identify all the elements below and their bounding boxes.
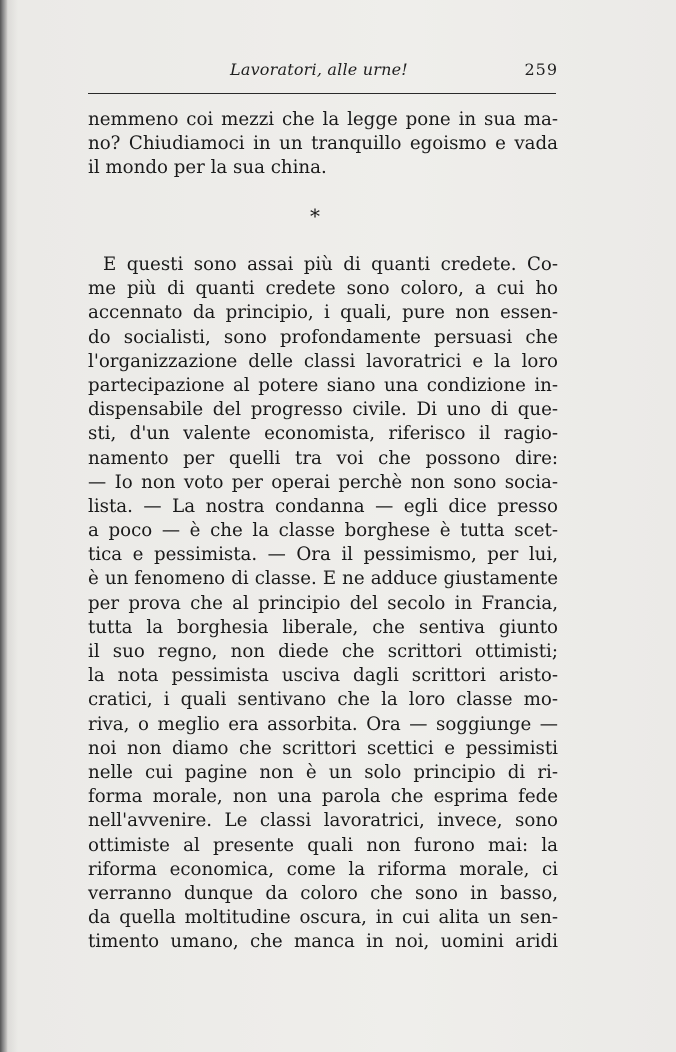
text-line: me più di quanti credete sono coloro, a cui ho	[88, 278, 558, 300]
text-line: da quella moltitudine oscura, in cui alita un sen-	[88, 907, 558, 929]
running-title: Lavoratori, alle urne!	[230, 60, 408, 79]
header-rule	[88, 93, 556, 94]
text-line: partecipazione al potere siano una condizione in-	[88, 374, 558, 396]
text-line: la nota pessimista usciva dagli scrittori aristo-	[88, 665, 558, 687]
text-line: dispensabile del progresso civile. Di uno di que-	[88, 399, 558, 421]
text-line: il suo regno, non diede che scrittori ottimisti;	[88, 641, 558, 662]
text-line: cratici, i quali sentivano che la loro classe mo-	[88, 689, 558, 711]
text-line: sti, d'un valente economista, riferisco il ragio-	[88, 423, 558, 445]
text-line: tica e pessimista. — Ora il pessimismo, per lui,	[88, 544, 558, 566]
text-line: per prova che al principio del secolo in Francia,	[88, 592, 558, 614]
text-line: nemmeno coi mezzi che la legge pone in sua ma-	[88, 109, 558, 130]
text-line: accennato da principio, i quali, pure non essen-	[88, 302, 558, 324]
text-line: è un fenomeno di classe. E ne adduce giustamente	[88, 568, 558, 590]
text-line: timento umano, che manca in noi, uomini aridi	[88, 931, 558, 953]
text-line: nell'avvenire. Le classi lavoratrici, invece, sono	[88, 810, 558, 832]
text-line: riva, o meglio era assorbita. Ora — soggiunge —	[88, 713, 558, 735]
text-line: a poco — è che la classe borghese è tutta scet-	[88, 520, 558, 542]
text-line: lista. — La nostra condanna — egli dice presso	[88, 495, 558, 517]
text-line: do socialisti, sono profondamente persuasi che	[88, 326, 558, 348]
text-line: il mondo per la sua china.	[88, 157, 327, 179]
text-line: ottimiste al presente quali non furono mai: la	[88, 834, 558, 856]
text-line: verranno dunque da coloro che sono in basso,	[88, 882, 558, 904]
text-line: nelle cui pagine non è un solo principio di ri-	[88, 761, 558, 783]
text-line: forma morale, non una parola che esprima fede	[88, 786, 558, 808]
text-line: namento per quelli tra voi che possono dire:	[88, 447, 558, 469]
text-line: no? Chiudiamoci in un tranquillo egoismo e vada	[88, 133, 558, 155]
running-head	[88, 60, 558, 86]
text-line: noi non diamo che scrittori scettici e pessimisti	[88, 737, 558, 759]
book-spine-shadow	[0, 0, 7, 1052]
text-line: l'organizzazione delle classi lavoratrici e la loro	[88, 350, 558, 372]
page-number: 259	[524, 60, 558, 79]
paragraph-main	[88, 253, 558, 954]
paragraph-continued	[88, 108, 558, 181]
text-line: riforma economica, come la riforma morale, ci	[88, 858, 558, 880]
text-line: tutta la borghesia liberale, che sentiva giunto	[88, 616, 558, 638]
section-break-asterisk: *	[310, 204, 320, 228]
text-line: E questi sono assai più di quanti credete. Co-	[103, 254, 558, 275]
text-line: — Io non voto per operai perchè non sono socia-	[88, 471, 558, 493]
